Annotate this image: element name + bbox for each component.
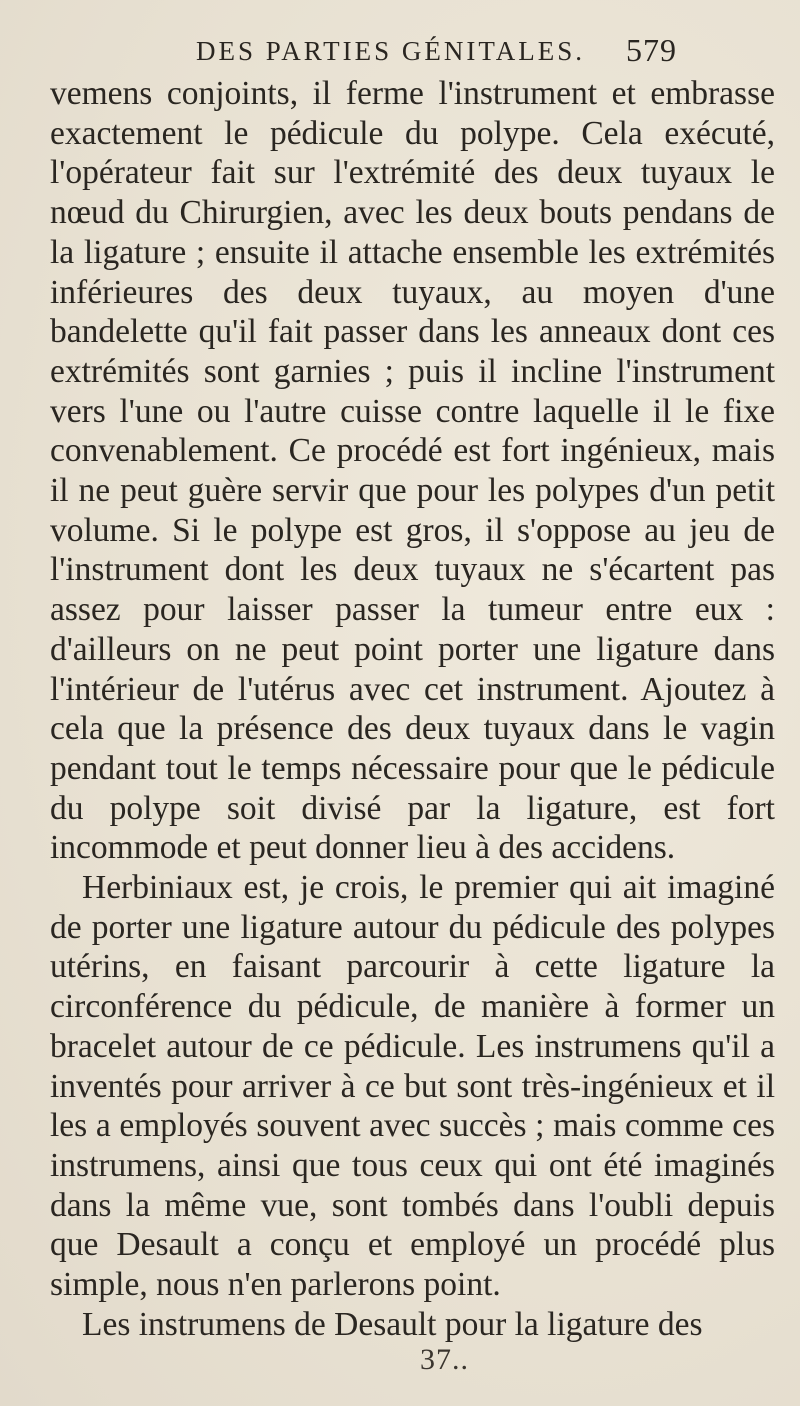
body-text xyxy=(50,74,775,1345)
signature-mark: 37.. xyxy=(420,1343,469,1376)
page-number: 579 xyxy=(626,32,677,68)
running-head xyxy=(0,14,800,68)
paragraph-herbiniaux: Herbiniaux est, je crois, le premier qui ait imaginé de porter une ligature autour du pédicule des polypes utérins, en faisant parcourir à cette ligature la circonférence du pédicule, de manière à former un bracelet autour de ce pédicule. Les instrumens qu'il a inventés pour arriver à ce but sont très-ingénieux et il les a employés souvent avec succès ; mais comme ces instrumens, ainsi que tous ceux qui ont été imaginés dans la même vue, sont tombés dans l'oubli depuis que Desault a conçu et employé un procédé plus simple, nous n'en parlerons point. xyxy=(50,869,775,1304)
running-title: DES PARTIES GÉNITALES. xyxy=(196,36,585,66)
paragraph-desault: Les instrumens de Desault pour la ligature des xyxy=(82,1305,703,1343)
paragraph-continuation: vemens conjoints, il ferme l'instrument et embrasse exactement le pédicule du polype. Cela exécuté, l'opérateur fait sur l'extrémité des deux tuyaux le nœud du Chirurgien, avec les deux bouts pendans de la ligature ; ensuite il attache ensemble les extrémités inférieures des deux tuyaux, au moyen d'une bandelette qu'il fait passer dans les anneaux dont ces extrémités sont garnies ; puis il incline l'instrument vers l'une ou l'autre cuisse contre laquelle il le fixe convenablement. Ce procédé est fort ingénieux, mais il ne peut guère servir que pour les polypes d'un petit volume. Si le polype est gros, il s'oppose au jeu de l'instrument dont les deux tuyaux ne s'écartent pas assez pour laisser passer la tumeur entre eux : d'ailleurs on ne peut point porter une ligature dans l'intérieur de l'utérus avec cet instrument. Ajoutez à cela que la présence des deux tuyaux dans le vagin pendant tout le temps nécessaire pour que le pédicule du polype soit divisé par la ligature, est fort incommode et peut donner lieu à des accidens. xyxy=(50,75,775,867)
